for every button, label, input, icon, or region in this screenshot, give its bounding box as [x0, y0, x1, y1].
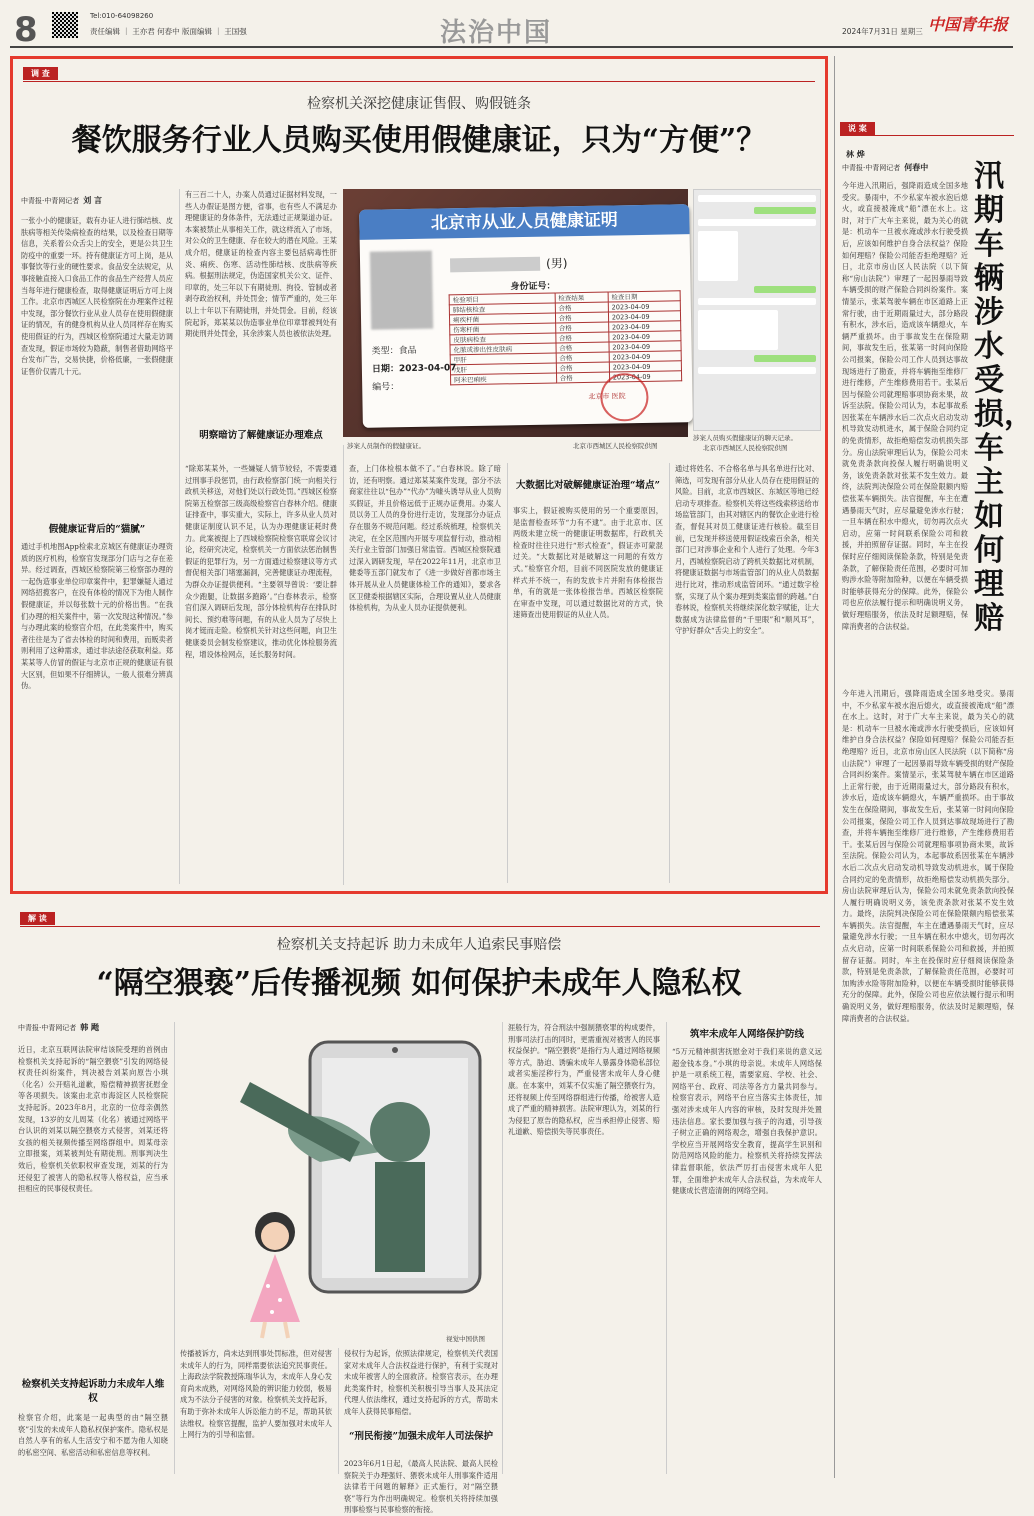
article-interpretation	[10, 906, 828, 1515]
a2-col3-text: 侵权行为起诉，依照法律规定，检察机关代表国家对未成年人合法权益进行保护，有利于实现对未成年被害人的全面救济。检察官表示，在办理此类案件时，检察机关积极引导当事人及其法定代理人依法维权，通过支持起诉的方式，帮助未成年人获得民事赔偿。	[344, 1349, 498, 1416]
photo2-credit: 北京市西城区人民检察院供图	[703, 444, 788, 452]
table-cell: 甲肝	[450, 353, 556, 365]
table-cell: 合格	[555, 302, 608, 313]
masthead-rule	[10, 46, 1013, 48]
girl-leg	[285, 1322, 288, 1338]
fake-certificate-photo	[343, 189, 688, 437]
a2-col1-subhead: 检察机关支持起诉助力未成年人维权	[21, 1379, 165, 1404]
table-cell: 合格	[555, 322, 608, 333]
col1-text-a: 一张小小的健康证，载有办证人进行肺结核、皮肤病等相关传染病检查的结果，以及检查日期等信息，关系着公众舌尖上的安全，更是公共卫生防疫中的重要一环。持有健康证方可上岗，是从事餐饮等行业的硬性要求。食品安全法规定，从事接触直接入口食品工作的食品生产经营人员应当每年进行健康检查，取得健康证明后方可上岗工作。北京市西城区人民检察院在办理案件过程中发现，部分餐饮行业从业人员存在使用假健康证的情况，有的健身机构从业人员同样存在购买使用假证的行为，西城区检察院通过大量走访调查发现，假证市场较为隐蔽，制售者借助网络平台发布广告，交易快捷，价格低廉，一张假健康证售价仅需几十元。	[21, 216, 173, 376]
table-cell: 2023-04-09	[608, 321, 680, 332]
chat-message	[754, 207, 816, 214]
table-cell: 肺结核检查	[449, 303, 555, 315]
table-cell: 合格	[556, 372, 609, 383]
article-kicker: 检察机关深挖健康证售假、购假链条	[307, 96, 531, 112]
masthead-editors: 责任编辑 ｜ 王亦君 何春中 版面编辑 ｜ 王国强	[90, 27, 247, 36]
masthead-date: 2024年7月31日 星期三	[842, 27, 923, 36]
byline-name: 刘 言	[83, 195, 103, 205]
chat-message	[698, 367, 816, 374]
section-tag: 说 案	[840, 122, 875, 135]
masthead	[0, 0, 1023, 50]
table-cell: 2023-04-09	[609, 371, 681, 382]
table-cell: 合格	[556, 352, 609, 363]
table-header: 检查结果	[555, 292, 608, 303]
article-kicker: 检察机关支持起诉 助力未成年人追索民事赔偿	[276, 937, 562, 953]
a2-col5-subhead: 筑牢未成年人网络保护防线	[689, 1029, 804, 1040]
certificate-title: 北京市从业人员健康证明	[359, 204, 689, 240]
table-cell: 2023-04-09	[608, 311, 680, 322]
col-divider	[338, 1348, 339, 1474]
section-tag: 调 查	[23, 67, 58, 80]
a2-col5-text: “5万元精神损害抚慰金对于我们来说的意义远超金钱本身。”小琪的母亲说。未成年人网络保护是一项系统工程，需要家庭、学校、社会、网络平台、政府、司法等各方力量共同参与。检察官表示，网络平台应当落实主体责任，加强对涉未成年人内容的审核，及时发现并处置违法信息。家长要加强与孩子的沟通，引导孩子树立正确的网络观念，增强自我保护意识。学校应当开展网络安全教育，提高学生识别和防范网络风险的能力。检察机关将持续发挥法律监督职能，依法严厉打击侵害未成年人犯罪，全面维护未成年人合法权益，为未成年人健康成长营造清朗的网络空间。	[672, 1047, 822, 1196]
a2-col3-text-b: 2023年6月1日起，《最高人民法院、最高人民检察院关于办理强奸、猥亵未成年人刑事案件适用法律若干问题的解释》正式施行，对“隔空猥亵”等行为作出明确规定。检察机关将持续加强刑事检察与民事检察的衔接。	[344, 1459, 498, 1515]
certificate-stamp-text: 北京市 医院	[588, 392, 626, 401]
tag-rule	[20, 926, 820, 927]
certificate-id-label: 身份证号：	[510, 281, 556, 293]
a2-col4-text: 涯般行为，符合刑法中强制猥亵罪的构成要件，刑事司法打击的同时，更需重视对被害人的民事权益保护。“隔空猥亵”是指行为人通过网络视频等方式，胁迫、诱骗未成年人暴露身体隐私部位或者实施淫秽行为，严重侵害未成年人身心健康。在本案中，刘某不仅实施了隔空猥亵行为，还将视频上传至网络群组进行传播，给被害人造成了严重的精神损害。法院审理认为，刘某的行为侵犯了原告的隐私权，应当承担停止侵害、赔礼道歉、赔偿损失等民事责任。	[508, 1023, 660, 1137]
byline-name: 林 烨	[846, 149, 865, 159]
col4-text: 通过将姓名、不合格名单与具名单进行比对、筛选，可发现有部分从业人员存在使用假证的风险。目前，北京市西城区、东城区等地已经启动专项排查。检察机关将这些线索移送给市场监管部门，由其对辖区内的餐饮企业进行检查，督促其对员工健康证进行核验。截至目前，已发现并移送使用假证线索百余条，相关部门已对涉事企业和个人进行了处理。今年3月，西城检察院启动了跨机关数据比对机制，将健康证数据与市场监管部门的从业人员数据进行比对，推动形成监管闭环。“通过数字检察，实现了从个案办理到类案监督的跨越。”白春林说，检察机关将继续深化数字赋能，让大数据成为法律监督的“千里眼”和“顺风耳”，守护好群众“舌尖上的安全”。	[675, 464, 819, 636]
table-cell: 伤寒杆菌	[450, 323, 556, 335]
byline-source: 中青报·中青网记者	[18, 1024, 77, 1032]
col-divider	[343, 445, 344, 885]
col2-text-b: “除郑某某外，一些嫌疑人情节较轻，不需要通过刑事手段惩罚，由行政检察部门统一向相关行政机关移送，对他们处以行政处罚。”西城区检察院第五检察部三级高级检察官白春林介绍。健康证排查中，事实重大，实际上，许多从业人员对健康证制度认识不足，认为办理健康证耗时费力。此案被提上了西城检察院检察官联席会议讨论，经研究决定，检察机关一方面依法惩治制售假证的犯罪行为，另一方面通过检察建议等方式督促相关部门堵塞漏洞，完善健康证办理流程，为群众办证提供便利。“主要领导曾说：‘要让群众少跑腿，让数据多跑路’。”白春林表示，检察官们深入调研后发现，部分体检机构存在排队时间长、预约难等问题，有的从业人员为了尽快上岗才铤而走险。检察机关针对这些问题，向卫生健康委员会制发检察建议，推动优化体检服务流程，增设体检网点，延长服务时间。	[185, 464, 337, 659]
sidebar-body-top: 今年进入汛期后，强降雨造成全国多地受灾。暴雨中，不少私家车被水泡后熄火，或直接被淹成“船”漂在水上。这时，对于广大车主来说，最为关心的就是：机动车一旦被水淹或涉水行驶受损后，应该如何维护自身合法权益？保险如何理赔？保险公司能否拒绝理赔？近日，北京市房山区人民法院（以下简称“房山法院”）审理了一起因暴雨导致车辆受损的财产保险合同纠纷案件。案情显示，张某驾驶车辆在市区道路上正常行驶，由于近期雨量过大，部分路段有积水，涉水后，造成该车辆熄火，车辆严重损坏。由于事故发生在保险期间，事故发生后，张某第一时间向保险公司报案，保险公司工作人员到达事故现场进行了勘查，并将车辆拖至维修厂进行维修，产生维修费用若干。张某后因与保险公司就理赔事项协商未果，故诉至法院。保险公司认为，本起事故系因张某在车辆涉水后二次点火启动发动机导致发动机进水，属于保险合同约定的免责情形，故拒绝赔偿发动机损失部分。房山法院审理后认为，保险公司未就免责条款向投保人履行明确说明义务，该免责条款对张某不发生效力。最终，法院判决保险公司在保险限额内赔偿张某车辆损失。法官提醒，车主在遭遇暴雨天气时，应尽量避免涉水行驶；一旦车辆在积水中熄火，切勿再次点火启动，应第一时间联系保险公司和救援，并拍照留存证据。同时，车主在投保时应仔细阅读保险条款，特别是免责条款，了解保险责任范围，必要时可加购涉水险等附加险种，以便在车辆受损时能够获得充分的保障。此外，保险公司也应依法履行提示和明确说明义务，做好理赔服务，依法及时足额理赔，保障消费者的合法权益。	[842, 181, 968, 631]
col2-subhead: 明察暗访了解健康证办理难点	[199, 430, 323, 441]
photo1-credit: 北京市西城区人民检察院供图	[573, 442, 658, 450]
paper-name-logo: 中国青年报	[928, 15, 1009, 34]
table-cell: 痢疾杆菌	[449, 313, 555, 325]
table-cell: 2023-04-09	[609, 361, 681, 372]
table-cell: 2023-04-09	[609, 341, 681, 352]
tag-rule	[23, 81, 815, 82]
byline	[21, 195, 171, 206]
table-cell: 2023-04-09	[608, 301, 680, 312]
col3-subhead: 大数据比对破解健康证治理“堵点”	[516, 480, 660, 491]
byline	[18, 1022, 168, 1033]
tag-rule	[840, 135, 1014, 136]
certificate-type: 类型：食品	[371, 345, 417, 357]
illustration-caption: 视觉中国供图	[446, 1335, 485, 1343]
article-headline: “隔空猥亵”后传播视频 如何保护未成年人隐私权	[96, 966, 742, 1001]
photo1-caption: 涉案人员制作的假健康证。	[347, 442, 425, 450]
chat-message	[698, 310, 778, 350]
chat-screenshot-photo	[693, 189, 821, 431]
article-headline: 餐饮服务行业人员购买使用假健康证，只为“方便”？	[71, 123, 767, 158]
article-investigation	[10, 56, 828, 894]
col-divider	[507, 463, 508, 883]
illustration-svg	[180, 1022, 498, 1342]
section-tag: 解 读	[20, 912, 55, 925]
certificate-gender: (男)	[545, 256, 568, 271]
a2-col2-text: 传播被诉方，尚未达到刑事处罚标准，但对侵害未成年人的行为，同样需要依法追究民事责任。上海政法学院教授陈瑞华认为，未成年人身心发育尚未成熟，对网络风险的辨识能力较弱，极易成为不法分子侵害的对象。检察机关支持起诉，有助于弥补未成年人诉讼能力的不足，帮助其依法维权。检察官提醒，监护人要加强对未成年人上网行为的引导和监督。	[180, 1349, 332, 1440]
table-cell: 合格	[556, 362, 609, 373]
table-header: 检验项目	[449, 293, 555, 305]
certificate-card	[359, 204, 693, 428]
page-divider	[834, 56, 835, 1478]
girl-leg	[262, 1322, 265, 1338]
col-divider	[666, 1022, 667, 1474]
figure-head	[370, 1102, 430, 1162]
section-name: 法治中国	[440, 18, 553, 48]
chat-message	[698, 298, 816, 305]
illustration-girl-phone	[180, 1022, 498, 1342]
col3-text-a: 查，上门体检根本做不了。”白春林说。除了暗访，还有明察。通过郑某某案件发现，部分不法商家往往以“包办”“代办”为噱头诱导从业人员购买假证，并且价格远低于正规办证费用。办案人员以务工人员的身份进行走访，发现部分办证点存在服务不规范问题。经过系统梳理，检察机关决定，在全区范围内开展专项监督行动，推动相关行业主管部门加强日常监管。西城区检察院通过深入调研发现，早在2022年11月，北京市卫健委等五部门就发布了《进一步做好首都市场主体开展从业人员健康体检工作的通知》，要求各区卫健委根据辖区实际，合理设置从业人员健康体检机构，为从业人员办证提供便利。	[349, 464, 501, 613]
sidebar-case	[838, 118, 1034, 1478]
page-number: 8	[14, 10, 38, 50]
chat-message	[754, 286, 816, 293]
table-cell: 合格	[555, 312, 608, 323]
avatar-blurred	[370, 251, 433, 330]
col-divider	[174, 1022, 175, 1474]
byline-source: 中青报·中青网记者	[842, 164, 901, 172]
a2-col1-text-b: 检察官介绍，此案是一起典型的由“隔空猥亵”引发的未成年人隐私权保护案件。隐私权是自然人享有的私人生活安宁和不愿为他人知晓的私密空间、私密活动和私密信息等权利。	[18, 1413, 168, 1457]
phone-camera	[392, 1047, 398, 1053]
table-cell: 阿米巴痢疾	[451, 373, 557, 385]
byline-name: 韩 飏	[80, 1022, 100, 1032]
chat-message	[698, 231, 738, 281]
girl-dress	[250, 1254, 300, 1322]
col3-text-b: 事实上，假证被购买使用的另一个重要原因，是监督检查环节“力有不逮”。由于北京市、区两级未建立统一的健康证明数据库，行政机关检查时往往只进行“形式检查”，假证亦可蒙混过关。“大数据比对是破解这一问题的有效方式。”检察官介绍，目前不同医院发放的健康证样式并不统一，有的发放卡片并附有体检报告单，有的就是一张体检报告单。西城区检察院在审查中发现，可以通过数据比对的方式，快速筛查出使用假证的从业人员。	[513, 506, 663, 620]
col-divider	[179, 189, 180, 884]
col-divider	[669, 463, 670, 883]
col-divider	[502, 1022, 503, 1474]
certificate-date: 日期：2023-04-07	[371, 363, 457, 375]
table-cell: 戊肝	[450, 363, 556, 375]
table-cell: 合格	[556, 342, 609, 353]
a2-col3-subhead: “刑民衔接”加强未成年人司法保护	[349, 1431, 493, 1442]
byline-source: 中青报·中青网记者	[21, 197, 80, 205]
sidebar-byline	[842, 148, 962, 174]
table-cell: 2023-04-09	[609, 331, 681, 342]
table-cell: 皮肤病检查	[450, 333, 556, 345]
sidebar-vertical-headline: 汛期车辆涉水受损，车主如何理赔	[974, 159, 1034, 636]
col1-subhead: 假健康证背后的“猫腻”	[48, 524, 146, 535]
qr-code-icon	[52, 12, 78, 38]
chat-message	[754, 355, 816, 362]
table-header: 检查日期	[608, 291, 680, 302]
masthead-tel: Tel:010-64098260	[90, 12, 154, 20]
col2-text-a: 有三百二十人，办案人员通过证据材料发现，一些人办假证是图方便，省事，也有些人不满足办理健康证的身体条件，无法通过正规渠道办证。本案被禁止从事相关工作，就这样流入了市场，对公众的卫生健康、存在较大的潜在风险。王某成介绍，健康证的检查内容主要包括病毒性肝炎、痢疾、伤寒、活动性肺结核、皮肤病等疾病。根据刑法规定，伪造国家机关公文、证件、印章的，处三年以下有期徒刑、拘役、管制或者剥夺政治权利，并处罚金；情节严重的，处三年以上十年以下有期徒刑，并处罚金。目前，经该院起诉，郑某某以伪造事业单位印章罪被判处有期徒刑并处罚金，其余涉案人员也被依法处理。	[185, 190, 337, 339]
chat-message	[698, 195, 816, 202]
name-blurred	[450, 257, 540, 273]
table-cell: 2023-04-09	[609, 351, 681, 362]
sidebar-body-bottom: 今年进入汛期后，强降雨造成全国多地受灾。暴雨中，不少私家车被水泡后熄火，或直接被淹成“船”漂在水上。这时，对于广大车主来说，最为关心的就是：机动车一旦被水淹或涉水行驶受损后，应该如何维护自身合法权益？保险如何理赔？保险公司能否拒绝理赔？近日，北京市房山区人民法院（以下简称“房山法院”）审理了一起因暴雨导致车辆受损的财产保险合同纠纷案件。案情显示，张某驾驶车辆在市区道路上正常行驶，由于近期雨量过大，部分路段有积水，涉水后，造成该车辆熄火，车辆严重损坏。由于事故发生在保险期间，事故发生后，张某第一时间向保险公司报案，保险公司工作人员到达事故现场进行了勘查，并将车辆拖至维修厂进行维修，产生维修费用若干。张某后因与保险公司就理赔事项协商未果，故诉至法院。保险公司认为，本起事故系因张某在车辆涉水后二次点火启动发动机导致发动机进水，属于保险合同约定的免责情形，故拒绝赔偿发动机损失部分。房山法院审理后认为，保险公司未就免责条款向投保人履行明确说明义务，该免责条款对张某不发生效力。最终，法院判决保险公司在保险限额内赔偿张某车辆损失。法官提醒，车主在遭遇暴雨天气时，应尽量避免涉水行驶；一旦车辆在积水中熄火，切勿再次点火启动，应第一时间联系保险公司和救援，并拍照留存证据。同时，车主在投保时应仔细阅读保险条款，特别是免责条款，了解保险责任范围，必要时可加购涉水险等附加险种，以便在车辆受损时能够获得充分的保障。此外，保险公司也应依法履行提示和明确说明义务，做好理赔服务，依法及时足额理赔，保障消费者的合法权益。	[842, 689, 1014, 1023]
girl-face	[261, 1222, 289, 1250]
table-cell: 化脓或渗出性皮肤病	[450, 343, 556, 355]
figure-body	[375, 1162, 425, 1272]
certificate-test-table	[449, 290, 683, 385]
a2-col1-text: 近日，北京互联网法院审结该院受理的首例由检察机关支持起诉的“隔空猥亵”引发的网络侵权责任纠纷案件，判决被告刘某向原告小琪（化名）公开赔礼道歉，赔偿精神损害抚慰金等各项损失。该案由北京市海淀区人民检察院支持起诉。2023年8月，北京的一位母亲偶然发现，13岁的女儿周某（化名）被通过网络平台认识的刘某以隔空猥亵方式侵害，刘某还将女孩的相关视频传播至网络群组中。周某母亲立即报案，刘某被判处有期徒刑。刑事判决生效后，检察机关依职权审查发现，刘某的行为还侵犯了被害人的隐私权等人格权益，应当承担相应的民事侵权责任。	[18, 1045, 168, 1194]
col1-text-b: 通过手机地图App检索北京城区有健康证办理资质的医疗机构，检察官发现部分门店与之存在差异。经过调查，西城区检察院第三检察部办理的一起伪造事业单位印章案件中，犯罪嫌疑人通过网络招揽客户，在没有体检的情况下为他人制作假健康证，并以每张数十元的价格出售。“在我们办理的相关案件中，第一次发现这种情况。”参与办理此案的检察官介绍，在此类案件中，购买者往往是为了省去体检的时间和费用，而贩卖者则利用了这种需求，通过非法途径获取利益。郑某某等人仿冒的假证与北京市正规的健康证有很大区别，但如果不仔细辨认，一般人很难分辨真伪。	[21, 542, 173, 691]
byline-name-2: 何春中	[904, 162, 929, 172]
photo2-caption: 涉案人员购买假健康证的聊天记录。	[693, 434, 797, 442]
chat-message	[698, 219, 816, 226]
certificate-number: 编号：	[372, 382, 400, 393]
table-cell: 合格	[555, 332, 608, 343]
